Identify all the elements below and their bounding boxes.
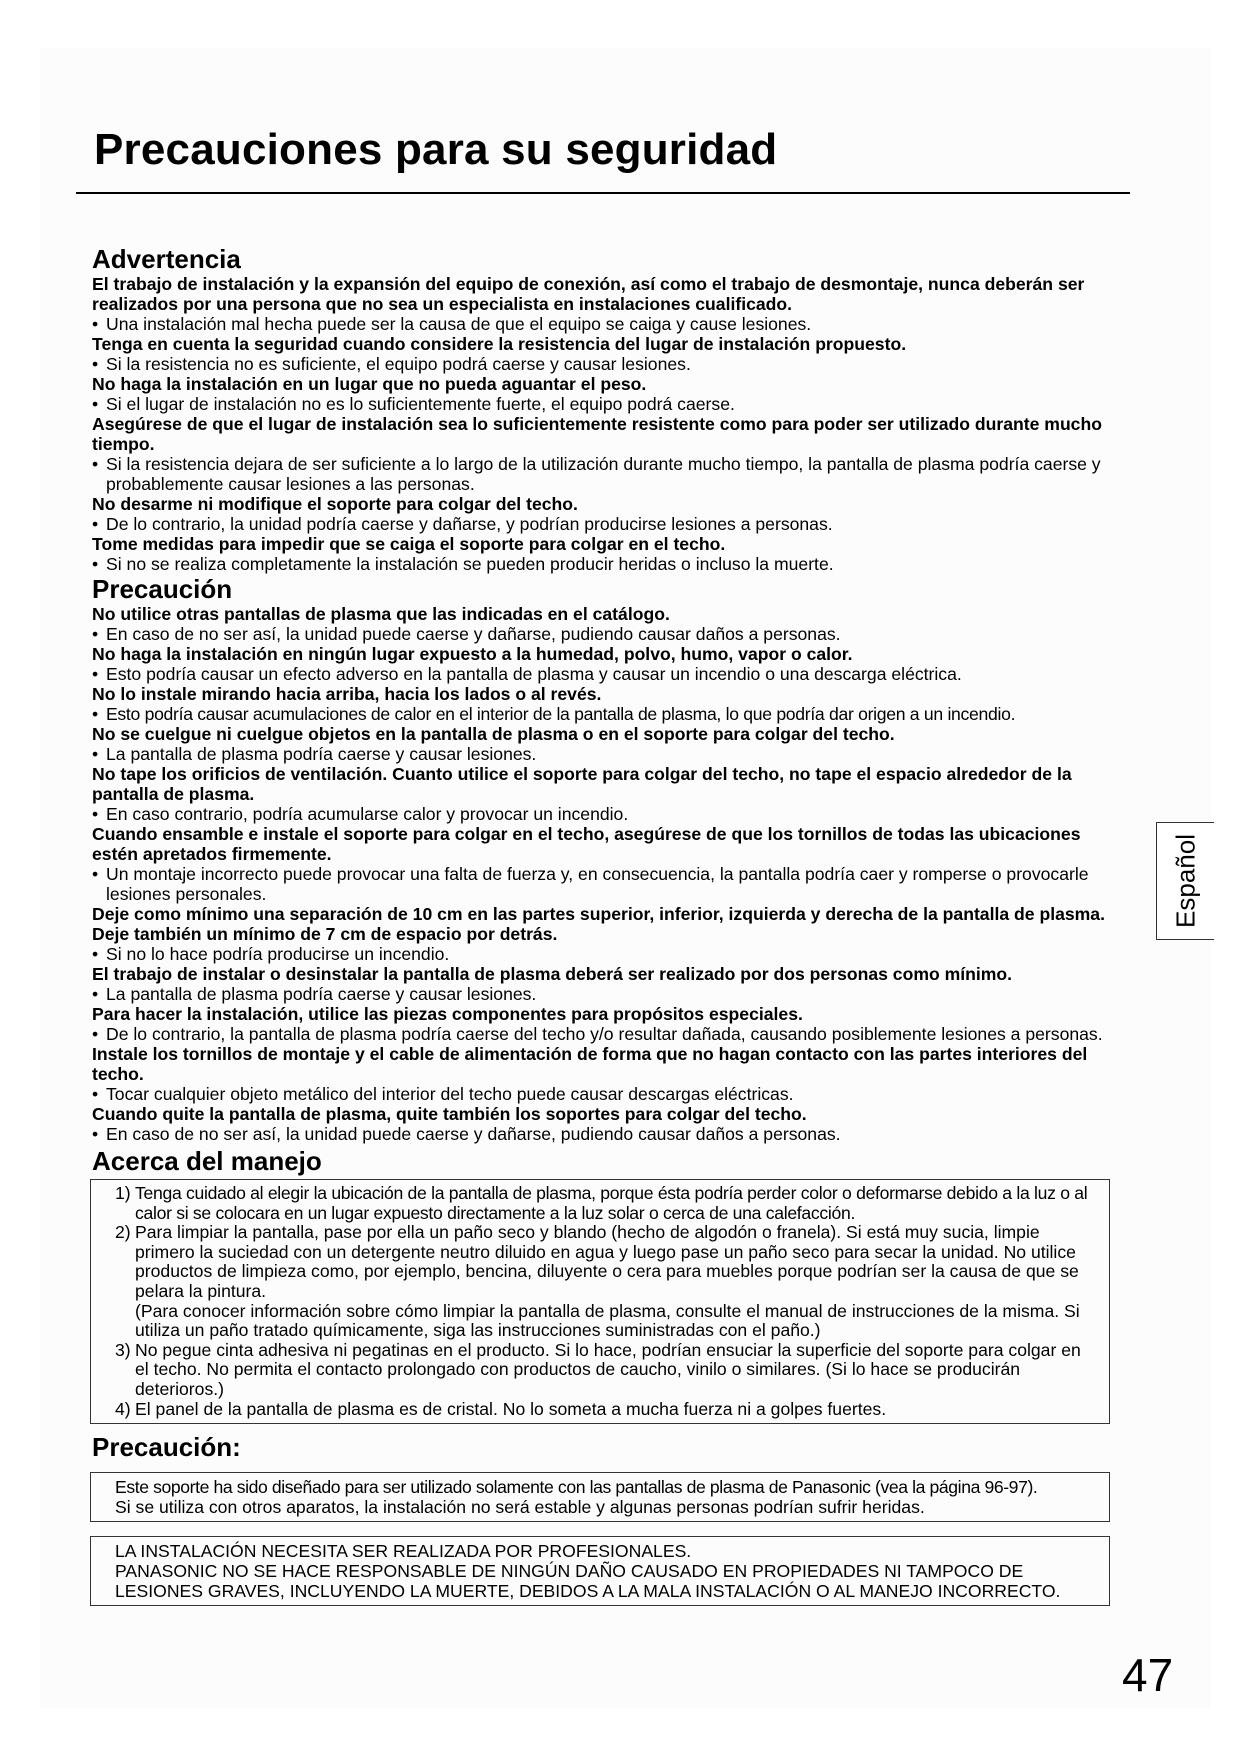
caution-statement: No lo instale mirando hacia arriba, hacia los lados o al revés. xyxy=(92,684,602,704)
advertencia-heading: Advertencia xyxy=(92,244,241,274)
caution-consequence: • Esto podría causar un efecto adverso en la pantalla de plasma y causar un incendio o una descarga eléctrica. xyxy=(92,664,962,684)
caution-consequence: • En caso de no ser así, la unidad puede caerse y dañarse, pudiendo causar daños a personas. xyxy=(92,624,841,644)
caution-statement: No haga la instalación en ningún lugar expuesto a la humedad, polvo, humo, vapor o calor. xyxy=(92,644,853,664)
title-rule xyxy=(76,192,1130,194)
caution-statement: No utilice otras pantallas de plasma que las indicadas en el catálogo. xyxy=(92,604,670,624)
advertencia-list xyxy=(92,274,1122,574)
caution-consequence: • Tocar cualquier objeto metálico del interior del techo puede causar descargas eléctricas. xyxy=(92,1084,794,1104)
warning-statement: No desarme ni modifique el soporte para colgar del techo. xyxy=(92,494,578,514)
caution-consequence: • Si no lo hace podría producirse un incendio. xyxy=(92,944,450,964)
manejo-item: 3) No pegue cinta adhesiva ni pegatinas en el producto. Si lo hace, podrían ensuciar la superficie del soporte para colgar en el techo. No permita el contacto prolongado con productos de caucho, vinilo o similares. (Si lo hace se producirán deterioros.) xyxy=(115,1339,1081,1399)
precaucion2-box xyxy=(90,1472,1110,1522)
manejo-box xyxy=(90,1179,1110,1424)
precaucion-list xyxy=(92,604,1122,1144)
page-number: 47 xyxy=(1122,1649,1174,1701)
caution-statement: No tape los orificios de ventilación. Cuanto utilice el soporte para colgar del techo, no tape el espacio alrededor de la pantalla de plasma. xyxy=(92,764,1072,804)
caution-statement: Instale los tornillos de montaje y el cable de alimentación de forma que no hagan contacto con las partes interiores del techo. xyxy=(92,1044,1088,1084)
precaucion2-heading: Precaución: xyxy=(92,1432,241,1463)
precaucion2-line: Este soporte ha sido diseñado para ser utilizado solamente con las pantallas de plasma de Panasonic (vea la página 96-97). xyxy=(115,1477,1038,1498)
warning-consequence: • De lo contrario, la unidad podría caerse y dañarse, y podrían producirse lesiones a personas. xyxy=(92,514,833,534)
warning-statement: Tome medidas para impedir que se caiga el soporte para colgar en el techo. xyxy=(92,534,726,554)
caution-consequence: • La pantalla de plasma podría caerse y causar lesiones. xyxy=(92,744,537,764)
warning-consequence: • Si el lugar de instalación no es lo suficientemente fuerte, el equipo podrá caerse. xyxy=(92,394,735,414)
caution-consequence: • En caso contrario, podría acumularse calor y provocar un incendio. xyxy=(92,804,629,824)
notice-line: PANASONIC NO SE HACE RESPONSABLE DE NINGÚN DAÑO CAUSADO EN PROPIEDADES NI TAMPOCO DE LESIONES GRAVES, INCLUYENDO LA MUERTE, DEBIDOS A LA MALA INSTALACIÓN O AL MANEJO INCORRECTO. xyxy=(115,1561,1061,1602)
warning-consequence: • Una instalación mal hecha puede ser la causa de que el equipo se caiga y cause lesiones. xyxy=(92,314,812,334)
caution-consequence: • Un montaje incorrecto puede provocar una falta de fuerza y, en consecuencia, la pantalla podría caer y romperse o provocarle lesiones personales. xyxy=(92,864,1089,904)
notice-line: LA INSTALACIÓN NECESITA SER REALIZADA POR PROFESIONALES. xyxy=(115,1541,692,1562)
warning-statement: Asegúrese de que el lugar de instalación sea lo suficientemente resistente como para poder ser utilizado durante mucho tiempo. xyxy=(92,414,1102,454)
manejo-item-note: (Para conocer información sobre cómo limpiar la pantalla de plasma, consulte el manual de instrucciones de la misma. Si utiliza un paño tratado químicamente, siga las instrucciones suministradas con el paño.) xyxy=(135,1300,1080,1341)
manejo-item: 2) Para limpiar la pantalla, pase por ella un paño seco y blando (hecho de algodón o franela). Si está muy sucia, limpie primero la suciedad con un detergente neutro diluido en agua y luego pase un paño seco para secar la unidad. No utilice productos de limpieza como, por ejemplo, bencina, diluyente o cera para muebles porque podrían ser la causa de que se pelara la pintura. (Para conocer información sobre cómo limpiar la pantalla de plasma, consulte el manual de instrucciones de la misma. Si utiliza un paño tratado químicamente, siga las instrucciones suministradas con el paño.) xyxy=(115,1222,1080,1341)
language-tab-label: Español xyxy=(1170,834,1200,928)
warning-statement: El trabajo de instalación y la expansión del equipo de conexión, así como el trabajo de desmontaje, nunca deberán ser realizados por una persona que no sea un especialista en instalaciones cualificado. xyxy=(92,274,1085,314)
caution-statement: El trabajo de instalar o desinstalar la pantalla de plasma deberá ser realizado por dos personas como mínimo. xyxy=(92,964,1013,984)
warning-consequence: • Si la resistencia no es suficiente, el equipo podrá caerse y causar lesiones. xyxy=(92,354,691,374)
precaucion-heading: Precaución xyxy=(92,574,233,604)
warning-consequence: • Si no se realiza completamente la instalación se pueden producir heridas o incluso la muerte. xyxy=(92,554,834,574)
content xyxy=(92,244,1122,1606)
manejo-item: 1) Tenga cuidado al elegir la ubicación de la pantalla de plasma, porque ésta podría perder color o deformarse debido a la luz o al calor si se colocara en un lugar expuesto directamente a la luz solar o cerca de una calefacción. xyxy=(115,1183,1088,1223)
caution-consequence: • La pantalla de plasma podría caerse y causar lesiones. xyxy=(92,984,537,1004)
language-tab xyxy=(1156,822,1214,940)
warning-statement: Tenga en cuenta la seguridad cuando considere la resistencia del lugar de instalación propuesto. xyxy=(92,334,907,354)
caution-statement: Deje como mínimo una separación de 10 cm en las partes superior, inferior, izquierda y derecha de la pantalla de plasma. Deje también un mínimo de 7 cm de espacio por detrás. xyxy=(92,904,1105,944)
caution-statement: Para hacer la instalación, utilice las piezas componentes para propósitos especiales. xyxy=(92,1004,803,1024)
caution-statement: No se cuelgue ni cuelgue objetos en la pantalla de plasma o en el soporte para colgar del techo. xyxy=(92,724,895,744)
caution-consequence: • De lo contrario, la pantalla de plasma podría caerse del techo y/o resultar dañada, causando posiblemente lesiones a personas. xyxy=(92,1024,1103,1044)
caution-consequence: • Esto podría causar acumulaciones de calor en el interior de la pantalla de plasma, lo que podría dar origen a un incendio. xyxy=(92,704,1016,724)
page-title: Precauciones para su seguridad xyxy=(94,125,778,174)
warning-consequence: • Si la resistencia dejara de ser suficiente a lo largo de la utilización durante mucho tiempo, la pantalla de plasma podría caerse y probablemente causar lesiones a las personas. xyxy=(92,454,1101,494)
manejo-item: 4) El panel de la pantalla de plasma es de cristal. No lo someta a mucha fuerza ni a golpes fuertes. xyxy=(115,1398,887,1419)
warning-statement: No haga la instalación en un lugar que no pueda aguantar el peso. xyxy=(92,374,647,394)
caution-consequence: • En caso de no ser así, la unidad puede caerse y dañarse, pudiendo causar daños a personas. xyxy=(92,1124,841,1144)
caution-statement: Cuando quite la pantalla de plasma, quite también los soportes para colgar del techo. xyxy=(92,1104,807,1124)
precaucion2-line: Si se utiliza con otros aparatos, la instalación no será estable y algunas personas podrían sufrir heridas. xyxy=(115,1497,925,1518)
manejo-heading: Acerca del manejo xyxy=(92,1146,322,1176)
professional-notice-box xyxy=(90,1536,1110,1606)
caution-statement: Cuando ensamble e instale el soporte para colgar en el techo, asegúrese de que los tornillos de todas las ubicaciones estén apretados firmemente. xyxy=(92,824,1081,864)
